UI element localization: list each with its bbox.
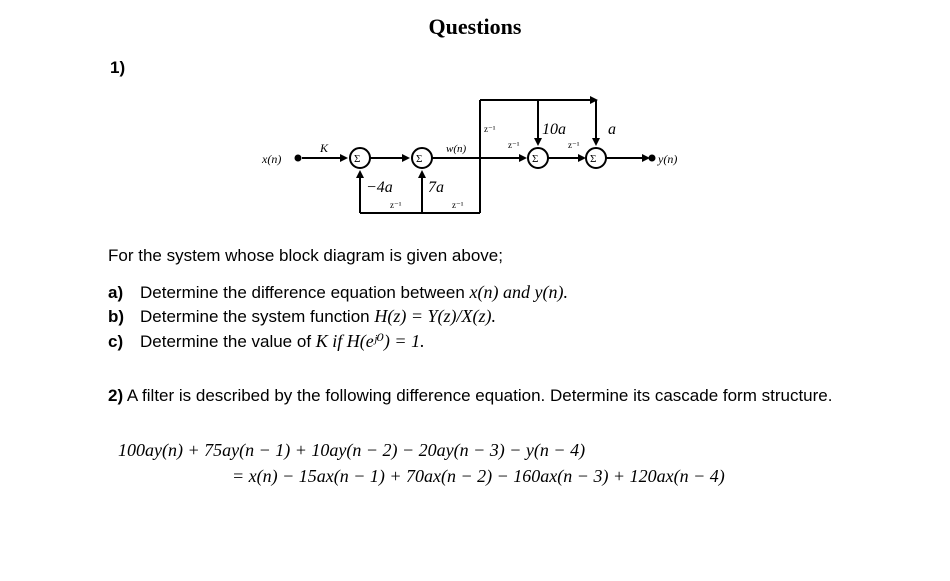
w-label: w(n) [446, 143, 467, 155]
input-label: x(n) [262, 152, 282, 166]
question-1-number: 1) [110, 58, 126, 77]
delay-label-2: z⁻¹ [568, 140, 580, 150]
delay-label-1: z⁻¹ [508, 140, 520, 150]
sum1-symbol: Σ [354, 153, 361, 165]
question-2-text: A filter is described by the following difference equation. Determine its cascade form structure. [126, 386, 833, 405]
output-label: y(n) [658, 152, 678, 166]
coef-a: a [608, 121, 616, 138]
part-label: c) [108, 332, 124, 351]
q1-part-a [108, 282, 568, 303]
part-math: H(z) = Y(z)/X(z). [374, 306, 496, 326]
equation-line-2: = x(n) − 15ax(n − 1) + 70ax(n − 2) − 160ax(n − 3) + 120ax(n − 4) [232, 466, 725, 486]
q1-intro: For the system whose block diagram is given above; [108, 246, 503, 265]
input-node [296, 156, 301, 161]
part-math: x(n) and y(n). [469, 282, 568, 302]
gain-label: K [320, 141, 329, 155]
part-text: Determine the system function [140, 307, 375, 326]
part-text: Determine the difference equation between [140, 283, 470, 302]
question-2 [108, 383, 878, 409]
delay-label-3: z⁻¹ [484, 124, 496, 134]
coef-7a: 7a [428, 179, 444, 196]
delay-label-5: z⁻¹ [452, 200, 464, 210]
equation-line-1: 100ay(n) + 75ay(n − 1) + 10ay(n − 2) − 20ay(n − 3) − y(n − 4) [118, 440, 586, 460]
part-label: b) [108, 307, 125, 326]
question-2-number: 2) [108, 386, 124, 405]
part-label: a) [108, 283, 124, 302]
q1-part-c [108, 331, 425, 352]
sum2-symbol: Σ [416, 153, 423, 165]
block-diagram [240, 88, 710, 238]
q1-part-b [108, 306, 496, 327]
output-node [650, 156, 655, 161]
sum4-symbol: Σ [590, 153, 597, 165]
delay-label-4: z⁻¹ [390, 200, 402, 210]
sum3-symbol: Σ [532, 153, 539, 165]
coef-neg4a: −4a [366, 179, 393, 196]
page-title: Questions [428, 14, 522, 39]
part-text: Determine the value of [140, 332, 316, 351]
coef-10a: 10a [542, 121, 566, 138]
part-math: K if H(eʲ⁰) = 1. [315, 331, 425, 351]
